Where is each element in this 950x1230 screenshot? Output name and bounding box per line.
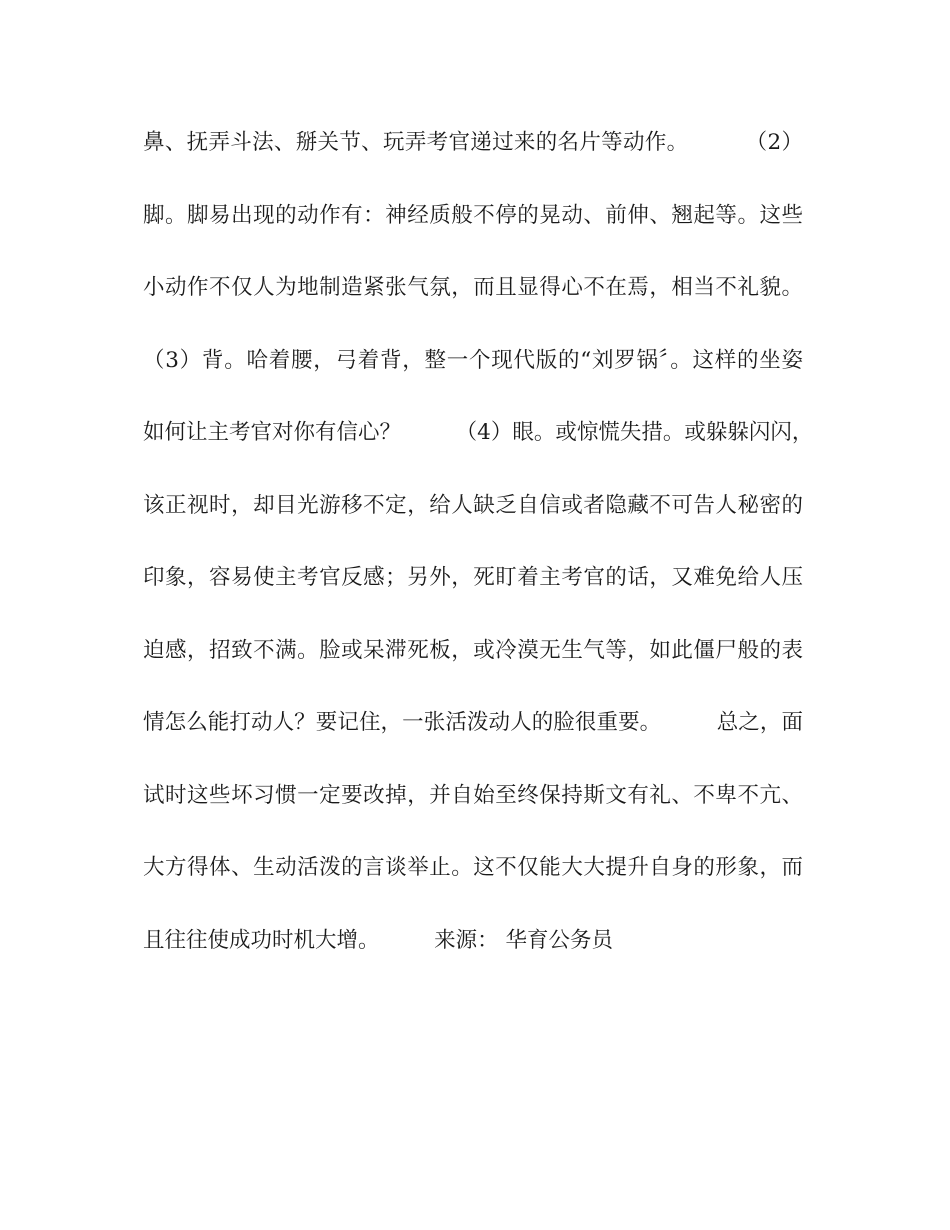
source-line: 且往往使成功时机大增。 来源： 华育公务员 bbox=[143, 928, 614, 953]
text-line: 迫感，招致不满。脸或呆滞死板，或冷漠无生气等，如此僵尸般的表 bbox=[143, 638, 803, 663]
text-line: 小动作不仅人为地制造紧张气氛，而且显得心不在焉，相当不礼貌。 bbox=[143, 275, 803, 300]
text-line: （3）背。哈着腰，弓着背，整一个现代版的“刘罗锅〞。这样的坐姿 bbox=[143, 348, 803, 373]
text-line: 印象，容易使主考官反感；另外，死盯着主考官的话，又难免给人压 bbox=[143, 565, 803, 590]
text-line: 试时这些坏习惯一定要改掉，并自始至终保持斯文有礼、不卑不亢、 bbox=[143, 783, 803, 808]
text-line: 如何让主考官对你有信心？ （4）眼。或惊慌失措。或躲躲闪闪， bbox=[143, 420, 814, 445]
text-line: 鼻、抚弄斗法、掰关节、玩弄考官递过来的名片等动作。 （2） bbox=[143, 130, 803, 155]
text-line: 该正视时，却目光游移不定，给人缺乏自信或者隐藏不可告人秘密的 bbox=[143, 493, 803, 518]
text-line: 脚。脚易出现的动作有：神经质般不停的晃动、前伸、翘起等。这些 bbox=[143, 203, 803, 228]
text-line: 大方得体、生动活泼的言谈举止。这不仅能大大提升自身的形象，而 bbox=[143, 855, 803, 880]
text-line: 情怎么能打动人？要记住，一张活泼动人的脸很重要。 总之，面 bbox=[143, 710, 803, 735]
